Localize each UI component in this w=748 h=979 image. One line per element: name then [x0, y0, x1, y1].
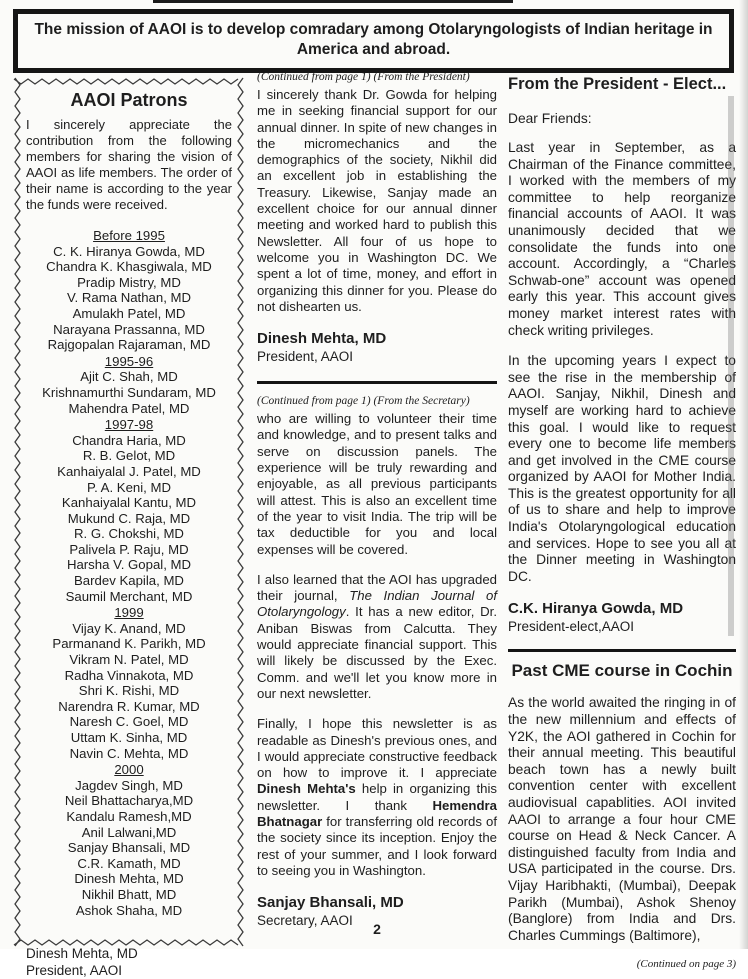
patron-name: Vikram N. Patel, MD — [69, 652, 189, 668]
secretary-p3-a: Finally, I hope this newsletter is as readable as Dinesh's previous ones, and I would appreciate constructive feedback on how to improve it. I appreciate — [257, 716, 497, 781]
patron-name: Dinesh Mehta, MD — [74, 871, 184, 887]
secretary-p3-bold-2: Hemendra Bhatnagar — [257, 797, 497, 829]
president-signature-name: Dinesh Mehta, MD — [257, 330, 387, 348]
patron-name: Krishnamurthi Sundaram, MD — [42, 384, 216, 400]
patron-year-heading: 1995-96 — [104, 353, 154, 369]
patron-name: Mukund C. Raja, MD — [67, 510, 191, 526]
mission-banner-text: The mission of AAOI is to develop comradary among Otolaryngologists of Indian heritage in America and abroad. — [34, 21, 713, 58]
patron-year-heading: 1999 — [114, 605, 144, 621]
patron-name: Radha Vinnakota, MD — [64, 667, 194, 683]
president-signature — [257, 329, 497, 365]
page-number: 2 — [373, 921, 381, 937]
middle-column — [257, 70, 497, 929]
patron-name: Harsha V. Gopal, MD — [66, 557, 192, 573]
cme-paragraph: As the world awaited the ringing in of the new millennium and effects of Y2K, the AOI gathered in Cochin for their annual meeting. This beautiful beach town has a newly built convention center with excellent audiovisual capablities. AOI invited AAOI to arrange a four hour CME course on Head & Neck Cancer. A distinguished faculty from India and USA participated in the course. Drs. Vijay Haribhakti, (Mumbai), Deepak Parikh (Mumbai), Ashok Shenoy (Banglore) from India and Drs. Charles Cummings (Baltimore), — [508, 695, 736, 943]
journal-title: The Indian Journal of Otolaryngology — [257, 588, 497, 620]
president-continued-note: (Continued from page 1) (From the President) — [257, 71, 470, 83]
patron-name: Shri K. Rishi, MD — [78, 683, 180, 699]
patrons-signature-title: President, AAOI — [26, 963, 123, 979]
patrons-signature-name: Dinesh Mehta, MD — [26, 946, 138, 962]
column-divider — [508, 649, 736, 652]
president-elect-signature — [508, 599, 736, 635]
patron-list — [26, 228, 232, 918]
scan-artifact-fold — [728, 96, 734, 636]
patron-name: V. Rama Nathan, MD — [66, 290, 192, 306]
president-paragraph: I sincerely thank Dr. Gowda for helping me in seeking financial support for our annual dinner. In spite of new changes in the micromechanics and the demographics of the society, Nikhil did an excellent job in establishing the Treasury. Likewise, Sanjay made an excellent choice for our annual dinner meeting and worked hard to publish this Newsletter. All four of us hope to welcome you in Washington DC. We spent a lot of time, money, and effort in organizing this dinner for you. Please do not dishearten us. — [257, 87, 497, 314]
patron-name: Narendra R. Kumar, MD — [58, 698, 200, 714]
patron-name: Anil Lalwani,MD — [81, 824, 177, 840]
secretary-paragraph-1: who are willing to volunteer their time and knowledge, and to present talks and serve on discussion panels. The experience will be truly rewarding and enjoyable, as all previous participants will attest. This is also an excellent time of the year to visit India. The trip will be tax deductible for you and local expenses will be covered. — [257, 411, 497, 557]
patron-name: Sanjay Bhansali, MD — [67, 840, 191, 856]
secretary-p2-post: . It has a new editor, Dr. Aniban Biswas from Calcutta. They would appreciate financial support. This will likely be discussed by the Exec. Comm. and we'll let you know more in our next newsletter. — [257, 604, 497, 701]
patrons-box — [14, 78, 244, 979]
patron-name: Kanhaiyalal J. Patel, MD — [57, 463, 201, 479]
patron-name: Pradip Mistry, MD — [77, 274, 181, 290]
patron-name: Palivela P. Raju, MD — [69, 541, 189, 557]
secretary-signature-name: Sanjay Bhansali, MD — [257, 894, 404, 912]
patron-name: R. B. Gelot, MD — [82, 448, 176, 464]
patron-year-heading: 2000 — [114, 762, 144, 778]
secretary-p3-bold-1: Dinesh Mehta's — [257, 781, 356, 797]
secretary-paragraph-2 — [257, 572, 497, 702]
patron-name: Parmanand K. Parikh, MD — [52, 636, 206, 652]
patron-name: Kanhaiyalal Kantu, MD — [61, 495, 197, 511]
patron-name: Uttam K. Sinha, MD — [70, 730, 188, 745]
patron-name: Vijay K. Anand, MD — [72, 620, 186, 636]
patrons-content — [23, 86, 235, 979]
patron-name: Nikhil Bhatt, MD — [81, 886, 177, 902]
scan-artifact-edge — [739, 0, 748, 949]
patron-name: Bardev Kapila, MD — [74, 573, 184, 589]
secretary-paragraph-3 — [257, 716, 497, 879]
patrons-intro: I sincerely appreciate the contribution from the following members for sharing the vision of AAOI as life members. The order of their name is according to the year the funds were received. — [26, 117, 232, 212]
cme-heading: Past CME course in Cochin — [511, 661, 733, 681]
patrons-signature — [26, 945, 232, 979]
secretary-p3-e: for transferring old records of the society since its inception. Enjoy the rest of your summer, and I look forward to seeing you in Washington. — [257, 813, 497, 878]
president-elect-heading: From the President - Elect... — [508, 75, 727, 93]
column-divider — [257, 381, 497, 384]
right-column — [508, 74, 736, 970]
patron-name: Ajit C. Shah, MD — [80, 369, 178, 385]
salutation: Dear Friends: — [508, 111, 592, 126]
secretary-signature-title: Secretary, AAOI — [257, 913, 353, 929]
mission-banner — [13, 9, 734, 73]
patron-name: Saumil Merchant, MD — [65, 588, 193, 604]
continued-on-page-note: (Continued on page 3) — [636, 958, 736, 971]
president-signature-title: President, AAOI — [257, 349, 354, 365]
president-elect-paragraph-2: In the upcoming years I expect to see the rise in the membership of AAOI. Sanjay, Nikhil, Dinesh and myself are working hard to achieve this goal. I would like to request every one to become life members and get involved in the CME course organized by AAOI for Mother India. This is the greatest opportunity for all of us to share and help to improve India's Otolaryngological education and services. Hope to see you all at the Dinner meeting in Washington DC. — [508, 353, 736, 584]
patron-name: Naresh C. Goel, MD — [69, 714, 189, 730]
patron-name: P. A. Keni, MD — [86, 479, 172, 495]
president-elect-signature-name: C.K. Hiranya Gowda, MD — [508, 600, 684, 618]
patron-year-heading: Before 1995 — [93, 228, 165, 243]
secretary-p3-c: help in organizing this newsletter. I thank — [257, 781, 497, 813]
patron-name: Amulakh Patel, MD — [72, 305, 186, 321]
patron-name: R. G. Chokshi, MD — [74, 526, 184, 542]
patron-name: Mahendra Patel, MD — [68, 400, 190, 416]
president-elect-signature-title: President-elect,AAOI — [508, 619, 635, 635]
patron-name: Chandra Haria, MD — [72, 432, 186, 448]
president-elect-paragraph-1: Last year in September, as a Chairman of the Finance committee, I worked with the members of my committee to help reorganize financial accounts of AAOI. It was unanimously decided that we consolidate the funds into one account. Accordingly, a “Charles Schwab-one” account was opened early this year. This account gives money market interest rates with check writing privileges. — [508, 140, 736, 338]
patron-name: Rajgopalan Rajaraman, MD — [47, 337, 211, 353]
patron-name: C.R. Kamath, MD — [77, 855, 181, 871]
patron-name: C. K. Hiranya Gowda, MD — [53, 243, 205, 259]
patron-name: Kandalu Ramesh,MD — [66, 808, 192, 824]
patron-name: Ashok Shaha, MD — [75, 902, 183, 918]
patron-name: Jagdev Singh, MD — [75, 777, 183, 793]
secretary-continued-note: (Continued from page 1) (From the Secretary) — [257, 395, 470, 408]
scan-artifact-top — [153, 0, 513, 3]
patron-name: Neil Bhattacharya,MD — [64, 793, 194, 809]
patrons-title: AAOI Patrons — [70, 90, 188, 110]
patron-name: Navin C. Mehta, MD — [69, 745, 189, 761]
patron-name: Chandra K. Khasgiwala, MD — [46, 259, 212, 275]
patron-name: Narayana Prassanna, MD — [53, 321, 205, 337]
secretary-p2-pre: I also learned that the AOI has upgraded their journal, — [257, 571, 497, 604]
patron-year-heading: 1997-98 — [104, 417, 154, 433]
